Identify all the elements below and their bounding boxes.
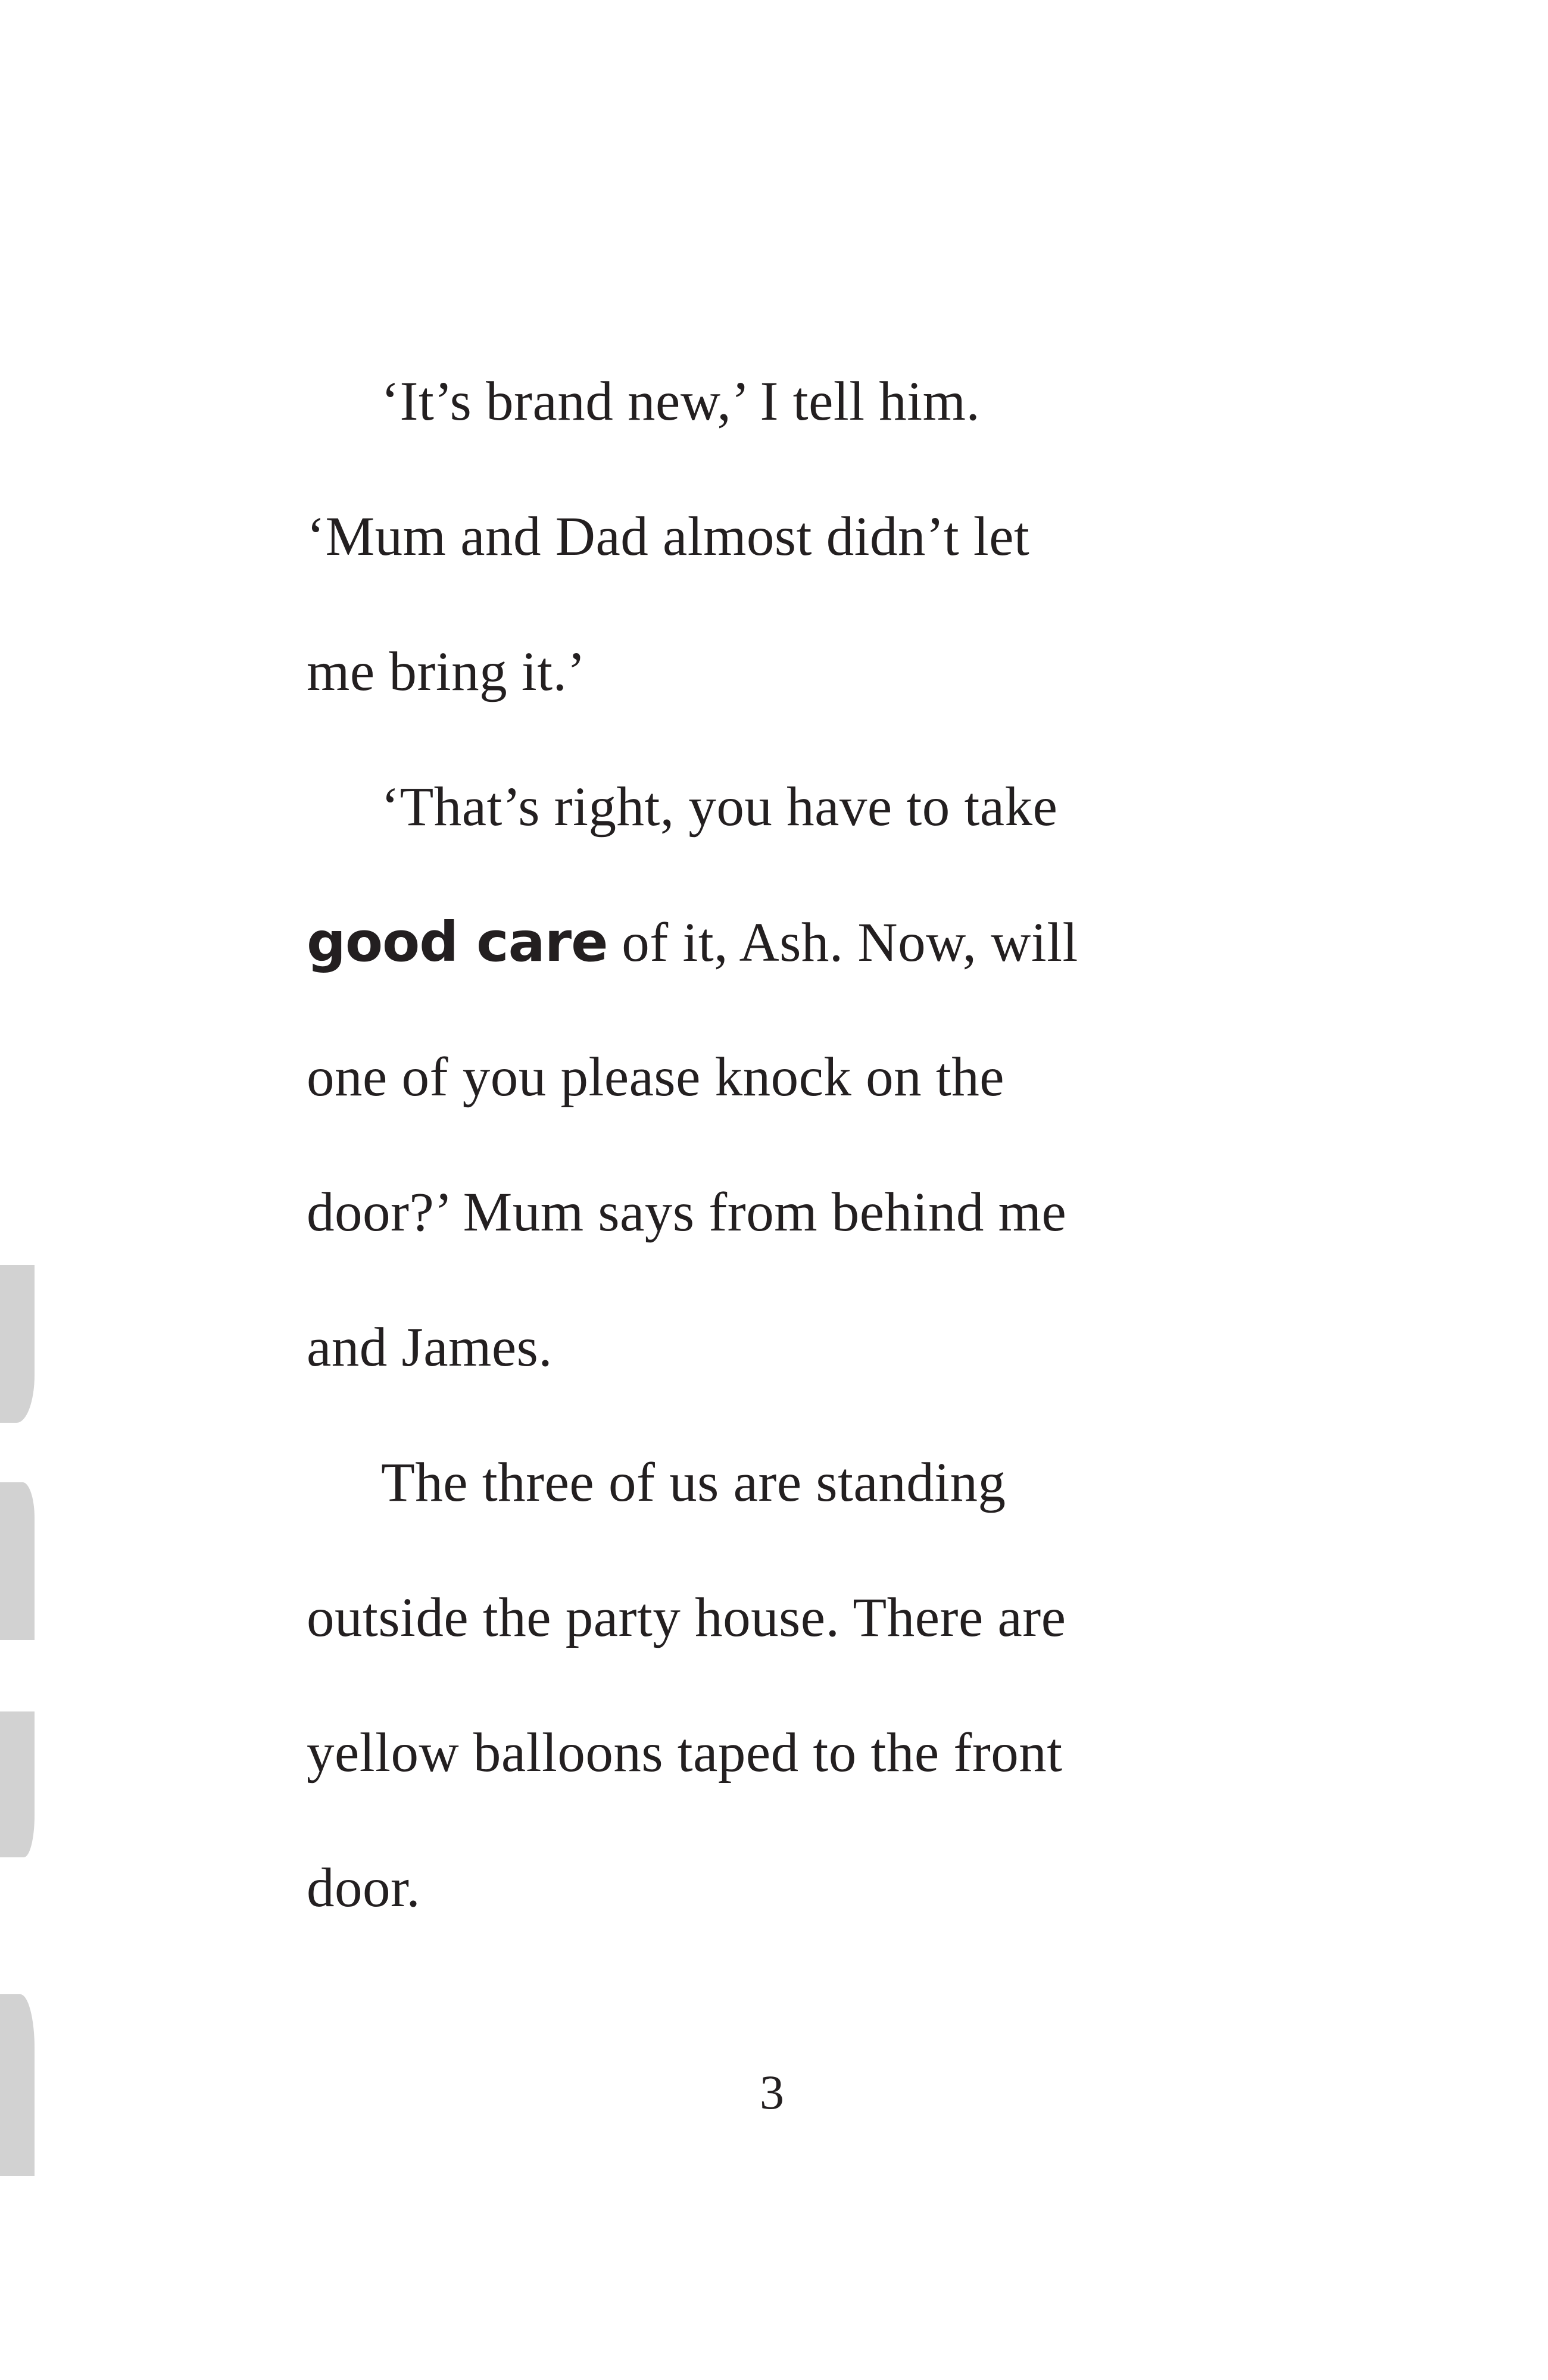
text-line: door. xyxy=(307,1857,421,1919)
text-line-rest: of it, Ash. Now, will xyxy=(607,912,1078,973)
emphasized-phrase: good care xyxy=(307,910,608,974)
text-line: one of you please knock on the xyxy=(307,1047,1005,1108)
text-line: me bring it.’ xyxy=(307,641,586,702)
edge-mark xyxy=(0,1482,35,1640)
text-line: ‘Mum and Dad almost didn’t let xyxy=(307,506,1030,567)
edge-mark xyxy=(0,1711,35,1857)
text-line: outside the party house. There are xyxy=(307,1587,1066,1648)
text-line: and James. xyxy=(307,1317,553,1378)
text-line: ‘That’s right, you have to take xyxy=(381,776,1058,838)
text-line: door?’ Mum says from behind me xyxy=(307,1182,1067,1243)
edge-mark xyxy=(0,1265,35,1423)
text-line: ‘It’s brand new,’ I tell him. xyxy=(381,371,981,432)
page-number: 3 xyxy=(760,2065,784,2119)
text-line xyxy=(307,910,1078,976)
text-line: The three of us are standing xyxy=(381,1452,1006,1513)
text-line: yellow balloons taped to the front xyxy=(307,1722,1063,1784)
edge-mark xyxy=(0,1994,35,2176)
